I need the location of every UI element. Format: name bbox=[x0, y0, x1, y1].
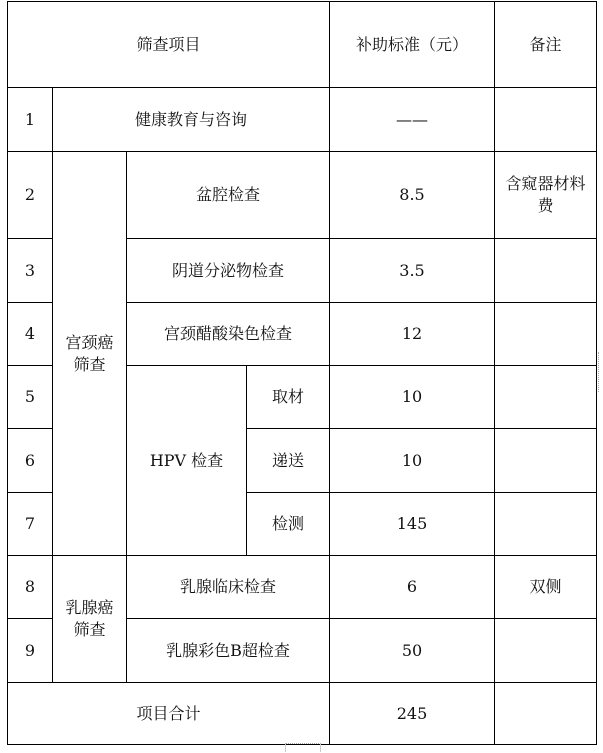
row-item: 健康教育与咨询 bbox=[53, 88, 330, 152]
group-cervical bbox=[53, 152, 127, 556]
header-subsidy: 补助标准（元） bbox=[330, 2, 495, 88]
header-note: 备注 bbox=[495, 2, 597, 88]
subsidy-table bbox=[7, 1, 597, 745]
row-item: 盆腔检查 bbox=[127, 152, 330, 239]
row-note bbox=[495, 619, 597, 683]
table-row bbox=[8, 152, 597, 239]
total-row bbox=[8, 683, 597, 745]
row-value: 3.5 bbox=[330, 239, 495, 303]
row-value: 8.5 bbox=[330, 152, 495, 239]
row-note bbox=[495, 88, 597, 152]
row-value: 145 bbox=[330, 493, 495, 556]
group-hpv: HPV 检查 bbox=[127, 366, 247, 556]
row-note bbox=[495, 366, 597, 429]
page-margin-mark bbox=[598, 352, 603, 392]
row-note: 含窥器材料费 bbox=[505, 174, 586, 215]
row-value: 10 bbox=[330, 429, 495, 493]
row-item: 阴道分泌物检查 bbox=[127, 239, 330, 303]
header-row bbox=[8, 2, 597, 88]
row-number: 1 bbox=[8, 88, 53, 152]
row-number: 4 bbox=[8, 303, 53, 366]
total-note bbox=[495, 683, 597, 745]
row-value: 12 bbox=[330, 303, 495, 366]
row-number: 7 bbox=[8, 493, 53, 556]
group-breast-label: 乳腺癌筛查 bbox=[65, 598, 114, 639]
row-item: 乳腺彩色B超检查 bbox=[127, 619, 330, 683]
row-number: 9 bbox=[8, 619, 53, 683]
row-value: 50 bbox=[330, 619, 495, 683]
group-cervical-label: 宫颈癌筛查 bbox=[65, 332, 114, 374]
row-value: 10 bbox=[330, 366, 495, 429]
row-value: 6 bbox=[330, 556, 495, 619]
table-row bbox=[8, 88, 597, 152]
row-note bbox=[495, 429, 597, 493]
group-breast bbox=[53, 556, 127, 683]
row-number: 8 bbox=[8, 556, 53, 619]
row-item: 取材 bbox=[247, 366, 330, 429]
row-note bbox=[495, 303, 597, 366]
row-number: 3 bbox=[8, 239, 53, 303]
row-item: 乳腺临床检查 bbox=[127, 556, 330, 619]
row-number: 2 bbox=[8, 152, 53, 239]
row-item: 检测 bbox=[247, 493, 330, 556]
total-label: 项目合计 bbox=[8, 683, 330, 745]
row-note: 双侧 bbox=[495, 556, 597, 619]
table-row bbox=[8, 556, 597, 619]
row-item: 递送 bbox=[247, 429, 330, 493]
header-item: 筛查项目 bbox=[8, 2, 330, 88]
total-value: 245 bbox=[330, 683, 495, 745]
row-note bbox=[495, 239, 597, 303]
row-note bbox=[495, 493, 597, 556]
row-item: 宫颈醋酸染色检查 bbox=[127, 303, 330, 366]
row-note-cell bbox=[495, 152, 597, 239]
row-number: 6 bbox=[8, 429, 53, 493]
page-bottom-mark bbox=[285, 743, 321, 752]
row-value: —— bbox=[330, 88, 495, 152]
row-number: 5 bbox=[8, 366, 53, 429]
